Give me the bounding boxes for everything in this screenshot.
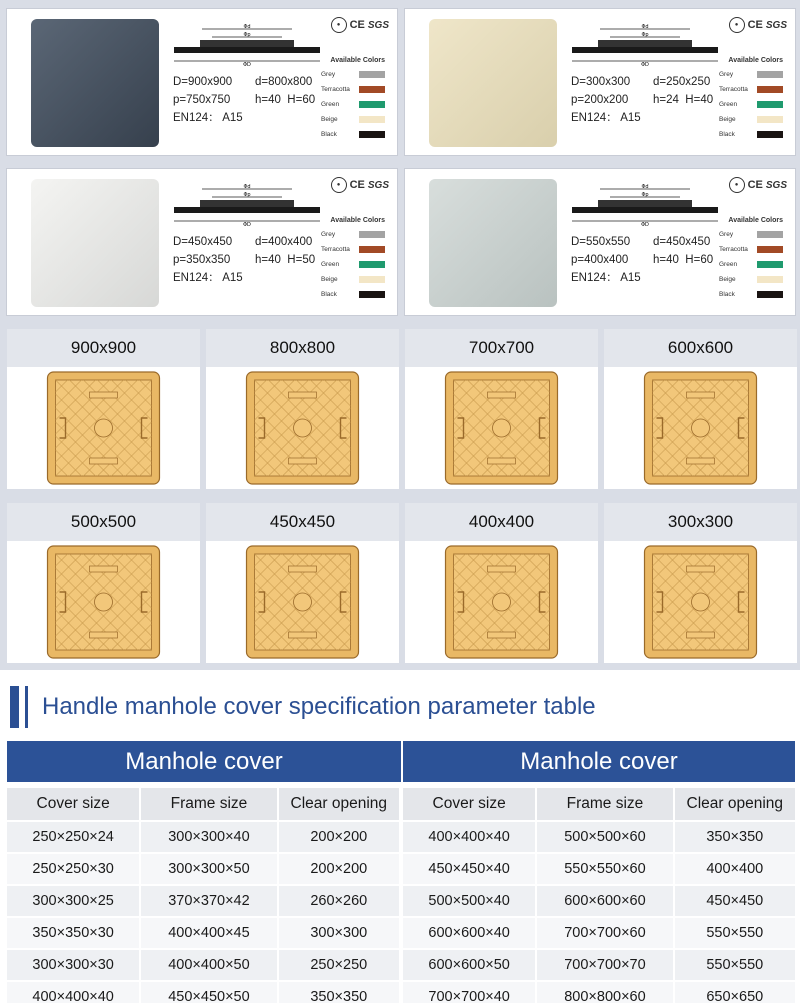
color-option xyxy=(321,227,385,242)
table-cell: 350×350 xyxy=(675,822,795,852)
table-cell: 400×400 xyxy=(675,854,795,884)
color-swatch xyxy=(757,291,783,298)
spec-opening: p=750x750 xyxy=(173,94,231,106)
spec-h: h=40 xyxy=(255,94,281,106)
spec-standard: EN124： A15 xyxy=(173,272,243,284)
table-cell: 700×700×40 xyxy=(403,982,535,1003)
color-option xyxy=(719,287,783,302)
color-name: Black xyxy=(321,131,337,138)
table-row xyxy=(7,886,795,916)
table-row xyxy=(7,918,795,948)
certification-marks xyxy=(331,17,389,33)
colors-title: Available Colors xyxy=(728,217,783,224)
ce-mark: CE xyxy=(349,19,365,31)
spec-table xyxy=(7,741,795,1003)
spec-inner: d=400x400 xyxy=(255,236,313,248)
spec-inner: d=450x450 xyxy=(653,236,711,248)
spec-inner: d=800x800 xyxy=(255,76,313,88)
cover-label-plate xyxy=(488,458,516,464)
cover-label-plate xyxy=(488,566,516,572)
spec-standard: EN124： A15 xyxy=(571,272,641,284)
color-name: Grey xyxy=(321,231,336,238)
table-row xyxy=(7,854,795,884)
color-option xyxy=(321,97,385,112)
column-header: Clear opening xyxy=(279,788,399,820)
spec-list xyxy=(571,73,713,127)
svg-text:Φd: Φd xyxy=(641,184,649,190)
table-cell: 200×200 xyxy=(279,854,399,884)
color-option xyxy=(321,242,385,257)
cover-label-plate xyxy=(488,632,516,638)
table-cell: 800×800×60 xyxy=(537,982,672,1003)
table-cell: 300×300×30 xyxy=(7,950,139,980)
table-cell: 700×700×70 xyxy=(537,950,672,980)
color-swatch xyxy=(359,116,385,123)
color-swatch xyxy=(757,71,783,78)
certification-marks xyxy=(729,177,787,193)
color-name: Terracotta xyxy=(719,246,748,253)
size-card xyxy=(604,329,797,489)
color-name: Terracotta xyxy=(719,86,748,93)
product-overview xyxy=(0,0,800,322)
table-cell: 600×600×40 xyxy=(403,918,535,948)
manhole-cover-photo xyxy=(429,179,557,307)
color-name: Green xyxy=(719,101,738,108)
table-row xyxy=(7,950,795,980)
column-header-row xyxy=(7,788,795,820)
size-card xyxy=(206,503,399,663)
color-swatch xyxy=(359,101,385,108)
table-cell: 370×370×42 xyxy=(141,886,276,916)
color-swatch xyxy=(359,231,385,238)
color-swatch xyxy=(757,231,783,238)
manhole-cover-photo xyxy=(31,19,159,147)
cover-label-plate xyxy=(687,566,715,572)
color-option xyxy=(321,257,385,272)
column-header: Frame size xyxy=(141,788,276,820)
group-title: Manhole cover xyxy=(7,741,401,782)
table-cell: 400×400×40 xyxy=(7,982,139,1003)
spec-list xyxy=(571,233,713,287)
size-gallery xyxy=(0,322,800,670)
spec-h: h=40 xyxy=(255,254,281,266)
certification-marks xyxy=(729,17,787,33)
table-cell: 400×400×40 xyxy=(403,822,535,852)
size-label: 700x700 xyxy=(405,329,598,367)
cover-label-plate xyxy=(687,392,715,398)
certification-marks xyxy=(331,177,389,193)
color-name: Green xyxy=(321,261,340,268)
color-option xyxy=(719,257,783,272)
cert-seal-icon: ● xyxy=(729,177,745,193)
cover-label-plate xyxy=(90,392,118,398)
table-cell: 450×450×50 xyxy=(141,982,276,1003)
table-cell: 500×500×60 xyxy=(537,822,672,852)
table-cell: 500×500×40 xyxy=(403,886,535,916)
color-name: Beige xyxy=(321,116,338,123)
table-cell: 600×600×50 xyxy=(403,950,535,980)
cover-center-disc xyxy=(493,593,511,611)
table-cell: 300×300 xyxy=(279,918,399,948)
column-header: Clear opening xyxy=(675,788,795,820)
color-swatch xyxy=(757,246,783,253)
sgs-mark: SGS xyxy=(765,179,787,191)
cover-label-plate xyxy=(90,566,118,572)
color-option xyxy=(321,82,385,97)
color-swatch xyxy=(757,261,783,268)
color-option xyxy=(321,67,385,82)
color-name: Green xyxy=(719,261,738,268)
spec-outer: D=300x300 xyxy=(571,76,631,88)
table-group-header xyxy=(7,741,795,782)
available-colors xyxy=(321,57,385,142)
color-option xyxy=(719,127,783,142)
table-row xyxy=(7,982,795,1003)
spec-H: H=60 xyxy=(685,254,714,266)
color-name: Green xyxy=(321,101,340,108)
color-swatch xyxy=(757,276,783,283)
svg-text:Φd: Φd xyxy=(243,24,251,30)
size-card xyxy=(405,503,598,663)
color-option xyxy=(321,112,385,127)
svg-text:Φp: Φp xyxy=(641,192,649,198)
sgs-mark: SGS xyxy=(765,19,787,31)
product-card xyxy=(6,168,398,316)
manhole-cover-illustration xyxy=(405,541,598,663)
table-cell: 250×250 xyxy=(279,950,399,980)
colors-title: Available Colors xyxy=(728,57,783,64)
ce-mark: CE xyxy=(349,179,365,191)
cover-label-plate xyxy=(289,458,317,464)
cover-label-plate xyxy=(90,458,118,464)
manhole-cover-illustration xyxy=(206,367,399,489)
cover-label-plate xyxy=(687,632,715,638)
spec-outer: D=450x450 xyxy=(173,236,233,248)
cover-center-disc xyxy=(95,593,113,611)
color-name: Grey xyxy=(719,71,734,78)
table-cell: 300×300×40 xyxy=(141,822,276,852)
table-cell: 550×550 xyxy=(675,950,795,980)
cover-label-plate xyxy=(488,392,516,398)
color-name: Black xyxy=(719,291,735,298)
spec-H: H=60 xyxy=(287,94,316,106)
table-cell: 260×260 xyxy=(279,886,399,916)
cross-section-drawing xyxy=(570,23,720,67)
spec-h: h=40 xyxy=(653,254,679,266)
color-swatch xyxy=(359,71,385,78)
color-option xyxy=(719,67,783,82)
size-label: 500x500 xyxy=(7,503,200,541)
cover-label-plate xyxy=(687,458,715,464)
cert-seal-icon: ● xyxy=(331,177,347,193)
table-cell: 300×300×25 xyxy=(7,886,139,916)
color-name: Black xyxy=(321,291,337,298)
sgs-mark: SGS xyxy=(367,19,389,31)
spec-opening: p=350x350 xyxy=(173,254,231,266)
size-label: 300x300 xyxy=(604,503,797,541)
spec-standard: EN124： A15 xyxy=(173,112,243,124)
table-cell: 400×400×50 xyxy=(141,950,276,980)
available-colors xyxy=(719,217,783,302)
size-card xyxy=(604,503,797,663)
color-swatch xyxy=(757,86,783,93)
manhole-cover-illustration xyxy=(206,541,399,663)
color-option xyxy=(719,272,783,287)
color-swatch xyxy=(359,86,385,93)
spec-h: h=24 xyxy=(653,94,679,106)
color-swatch xyxy=(359,291,385,298)
available-colors xyxy=(719,57,783,142)
colors-title: Available Colors xyxy=(330,217,385,224)
cover-label-plate xyxy=(289,632,317,638)
cover-label-plate xyxy=(289,392,317,398)
color-swatch xyxy=(359,261,385,268)
table-cell: 350×350×30 xyxy=(7,918,139,948)
svg-text:Φp: Φp xyxy=(243,32,251,38)
ce-mark: CE xyxy=(747,179,763,191)
color-swatch xyxy=(359,131,385,138)
table-cell: 200×200 xyxy=(279,822,399,852)
color-swatch xyxy=(359,276,385,283)
table-cell: 700×700×60 xyxy=(537,918,672,948)
color-name: Beige xyxy=(719,116,736,123)
table-cell: 350×350 xyxy=(279,982,399,1003)
manhole-cover-illustration xyxy=(7,541,200,663)
column-header: Cover size xyxy=(7,788,139,820)
color-swatch xyxy=(757,131,783,138)
table-cell: 650×650 xyxy=(675,982,795,1003)
cross-section-drawing xyxy=(172,183,322,227)
spec-list xyxy=(173,73,315,127)
spec-outer: D=900x900 xyxy=(173,76,233,88)
size-card xyxy=(405,329,598,489)
color-swatch xyxy=(757,116,783,123)
heading-accent-bar xyxy=(10,686,19,728)
svg-text:Φp: Φp xyxy=(243,192,251,198)
svg-text:ΦD: ΦD xyxy=(641,62,649,67)
product-card xyxy=(404,8,796,156)
table-cell: 550×550×60 xyxy=(537,854,672,884)
color-option xyxy=(719,97,783,112)
color-option xyxy=(719,82,783,97)
manhole-cover-illustration xyxy=(604,367,797,489)
size-label: 900x900 xyxy=(7,329,200,367)
color-option xyxy=(719,242,783,257)
color-name: Terracotta xyxy=(321,246,350,253)
table-cell: 250×250×24 xyxy=(7,822,139,852)
size-label: 600x600 xyxy=(604,329,797,367)
svg-text:ΦD: ΦD xyxy=(641,222,649,227)
available-colors xyxy=(321,217,385,302)
color-swatch xyxy=(757,101,783,108)
table-row xyxy=(7,822,795,852)
section-title: Handle manhole cover specification parameter table xyxy=(42,693,596,720)
product-card xyxy=(404,168,796,316)
size-label: 400x400 xyxy=(405,503,598,541)
svg-text:ΦD: ΦD xyxy=(243,62,251,67)
spec-H: H=40 xyxy=(685,94,714,106)
color-name: Grey xyxy=(321,71,336,78)
svg-text:Φd: Φd xyxy=(243,184,251,190)
cross-section-drawing xyxy=(570,183,720,227)
svg-text:ΦD: ΦD xyxy=(243,222,251,227)
ce-mark: CE xyxy=(747,19,763,31)
color-option xyxy=(321,272,385,287)
manhole-cover-illustration xyxy=(604,541,797,663)
column-header: Cover size xyxy=(403,788,535,820)
svg-text:Φp: Φp xyxy=(641,32,649,38)
color-name: Terracotta xyxy=(321,86,350,93)
spec-opening: p=200x200 xyxy=(571,94,629,106)
color-option xyxy=(719,112,783,127)
svg-text:Φd: Φd xyxy=(641,24,649,30)
table-cell: 450×450×40 xyxy=(403,854,535,884)
color-name: Black xyxy=(719,131,735,138)
cover-center-disc xyxy=(692,419,710,437)
heading-accent-bar xyxy=(25,686,28,728)
spec-standard: EN124： A15 xyxy=(571,112,641,124)
column-header: Frame size xyxy=(537,788,672,820)
manhole-cover-photo xyxy=(31,179,159,307)
size-card xyxy=(7,329,200,489)
color-name: Beige xyxy=(321,276,338,283)
table-cell: 600×600×60 xyxy=(537,886,672,916)
color-option xyxy=(321,127,385,142)
cover-label-plate xyxy=(90,632,118,638)
color-swatch xyxy=(359,246,385,253)
group-title: Manhole cover xyxy=(403,741,795,782)
table-cell: 450×450 xyxy=(675,886,795,916)
size-card xyxy=(206,329,399,489)
cert-seal-icon: ● xyxy=(729,17,745,33)
product-card xyxy=(6,8,398,156)
spec-H: H=50 xyxy=(287,254,316,266)
spec-list xyxy=(173,233,315,287)
spec-outer: D=550x550 xyxy=(571,236,631,248)
section-heading xyxy=(10,684,596,730)
size-card xyxy=(7,503,200,663)
manhole-cover-illustration xyxy=(405,367,598,489)
cover-center-disc xyxy=(95,419,113,437)
colors-title: Available Colors xyxy=(330,57,385,64)
cover-center-disc xyxy=(294,419,312,437)
table-cell: 400×400×45 xyxy=(141,918,276,948)
color-name: Beige xyxy=(719,276,736,283)
table-cell: 300×300×50 xyxy=(141,854,276,884)
table-cell: 550×550 xyxy=(675,918,795,948)
cross-section-drawing xyxy=(172,23,322,67)
color-name: Grey xyxy=(719,231,734,238)
manhole-cover-photo xyxy=(429,19,557,147)
cover-center-disc xyxy=(692,593,710,611)
cover-center-disc xyxy=(294,593,312,611)
color-option xyxy=(719,227,783,242)
cert-seal-icon: ● xyxy=(331,17,347,33)
size-label: 800x800 xyxy=(206,329,399,367)
cover-label-plate xyxy=(289,566,317,572)
sgs-mark: SGS xyxy=(367,179,389,191)
manhole-cover-illustration xyxy=(7,367,200,489)
size-label: 450x450 xyxy=(206,503,399,541)
table-cell: 250×250×30 xyxy=(7,854,139,884)
spec-inner: d=250x250 xyxy=(653,76,711,88)
color-option xyxy=(321,287,385,302)
cover-center-disc xyxy=(493,419,511,437)
spec-opening: p=400x400 xyxy=(571,254,629,266)
